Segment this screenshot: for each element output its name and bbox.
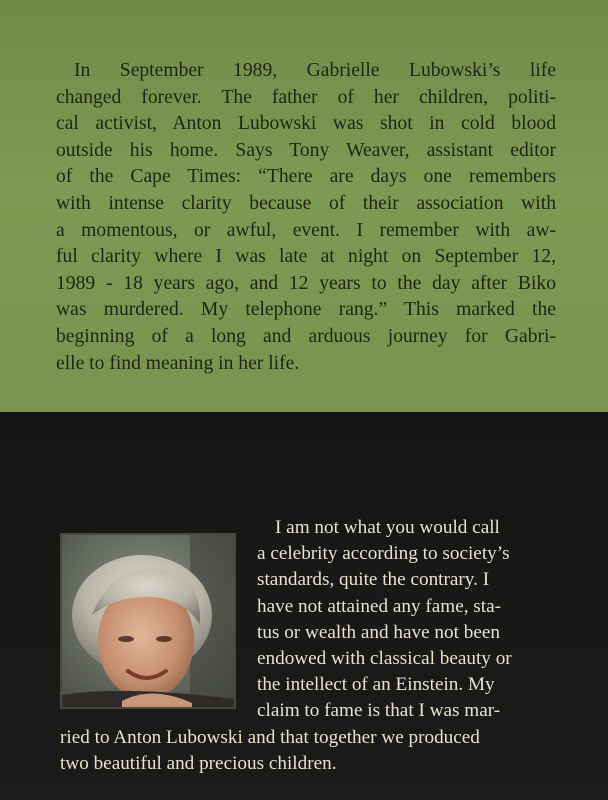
quote-line: claim to fame is that I was mar- (257, 700, 501, 722)
quote-line: have not attained any fame, sta- (257, 595, 502, 617)
summary-line: cal activist, Anton Lubowski was shot in cold blood (56, 113, 556, 135)
summary-line: changed forever. The father of her children, politi- (56, 86, 556, 108)
author-quote-full (60, 725, 580, 777)
summary-line: beginning of a long and arduous journey for Gabri- (56, 325, 556, 347)
summary-line: outside his home. Says Tony Weaver, assistant editor (56, 139, 556, 161)
summary-line: a momentous, or awful, event. I remember with aw- (56, 219, 556, 241)
summary-paragraph (56, 58, 556, 377)
summary-line: ful clarity where I was late at night on September 12, (56, 246, 556, 268)
quote-line: I am not what you would call (275, 517, 500, 538)
quote-line: two beautiful and precious children. (60, 753, 337, 775)
quote-line: standards, quite the contrary. I (257, 569, 490, 591)
summary-line: with intense clarity because of their association with (56, 192, 556, 214)
summary-line: of the Cape Times: “There are days one remembers (56, 166, 556, 188)
quote-line: endowed with classical beauty or (257, 648, 512, 670)
quote-line: a celebrity according to society’s (257, 543, 510, 565)
author-portrait-image (62, 535, 234, 707)
quote-line: ried to Anton Lubowski and that together we produced (60, 727, 480, 748)
summary-line: was murdered. My telephone rang.” This marked the (56, 299, 556, 321)
quote-line: tus or wealth and have not been (257, 621, 500, 643)
summary-line: 1989 - 18 years ago, and 12 years to the day after Biko (56, 272, 556, 294)
summary-line: In September 1989, Gabrielle Lubowski’s life (74, 60, 556, 81)
summary-line: elle to find meaning in her life. (56, 352, 300, 374)
quote-line: the intellect of an Einstein. My (257, 674, 495, 696)
author-quote-side (257, 515, 577, 725)
author-photo (60, 533, 236, 709)
